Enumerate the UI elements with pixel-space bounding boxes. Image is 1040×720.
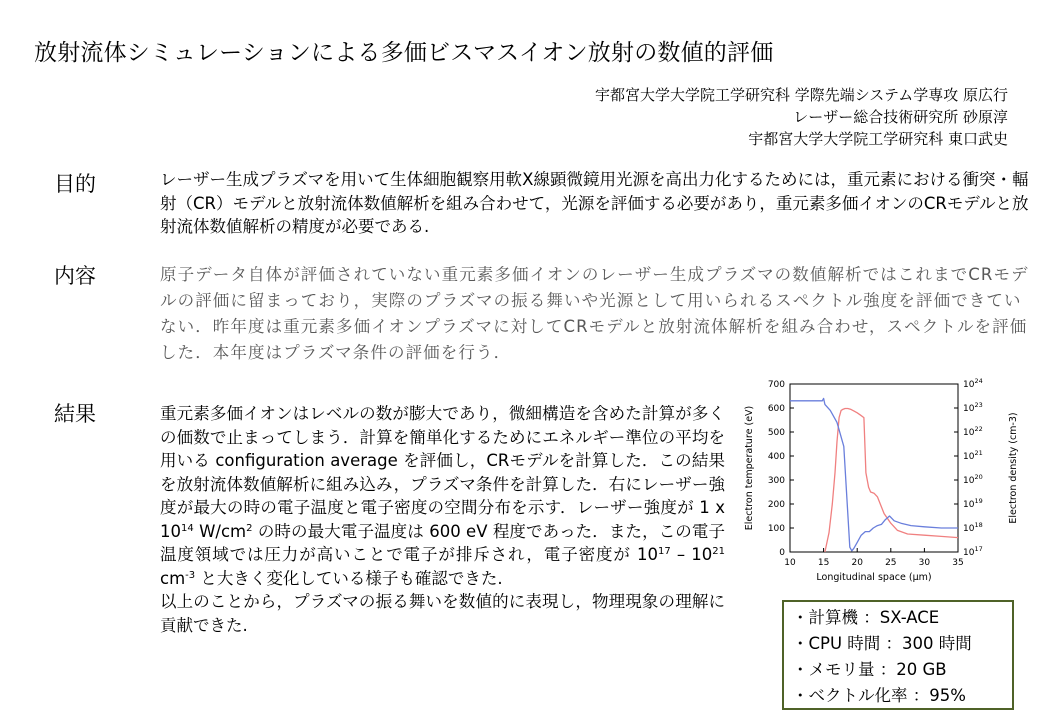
y-tick-label: 600: [767, 404, 785, 414]
y2-tick-exponent: 19: [974, 497, 983, 505]
y2-tick-label: $10^{19}$: [963, 497, 983, 510]
y2-tick-label: $10^{21}$: [963, 449, 983, 462]
y2-tick-exponent: 23: [974, 401, 983, 409]
y-tick-label: 700: [767, 380, 785, 390]
superscript: 17: [657, 546, 671, 557]
author-affiliation-3: 宇都宮大学大学院工学研究科 東口武史: [748, 130, 1008, 148]
y-tick-label: 200: [767, 500, 785, 510]
y-tick-label: 400: [767, 452, 785, 462]
y2-tick-label: $10^{23}$: [963, 401, 983, 414]
y2-tick-label: $10^{22}$: [963, 425, 983, 438]
y2-tick-label: $10^{18}$: [963, 521, 983, 534]
x-axis-label: Longitudinal space (μm): [816, 572, 932, 583]
density-series-line: [790, 398, 958, 550]
chart-series: [790, 398, 958, 552]
compute-spec-box: [782, 600, 1014, 710]
results-text-segment: の時の最大電子温度は 600 eV 程度であった．また，この電子温度領域では圧力が高いことで電子が排斥され，電子密度が 10: [160, 521, 726, 564]
y-tick-label: 500: [767, 428, 785, 438]
y-tick-label: 0: [779, 548, 785, 558]
y2-tick-exponent: 20: [974, 473, 983, 481]
results-paragraph-1: [160, 402, 725, 590]
temperature-density-chart: [740, 374, 1040, 600]
temperature-series-line: [825, 409, 958, 553]
x-tick-label: 15: [817, 558, 830, 568]
superscript: -3: [185, 569, 196, 581]
content-heading: 内容: [54, 264, 96, 288]
spec-item-computer: ・計算機 ：SX-ACE: [792, 608, 940, 627]
y-axis-label: Electron temperature (eV): [744, 405, 755, 531]
superscript: 2: [246, 522, 253, 534]
purpose-heading: 目的: [54, 172, 96, 196]
y-tick-label: 300: [767, 476, 785, 486]
y-tick-label: 100: [767, 524, 785, 534]
author-affiliation-1: 宇都宮大学大学院工学研究科 学際先端システム学専攻 原広行: [594, 86, 1008, 104]
results-text-segment: cm: [160, 568, 186, 588]
y2-tick-exponent: 24: [974, 377, 983, 385]
y2-tick-label: $10^{17}$: [963, 545, 983, 558]
results-heading: 結果: [54, 402, 96, 426]
spec-item-memory: ・メモリ量 ：20 GB: [792, 660, 947, 679]
results-text: [160, 402, 725, 637]
results-text-segment: W/cm: [193, 521, 247, 541]
y2-tick-label: $10^{20}$: [963, 473, 983, 486]
purpose-text: レーザー生成プラズマを用いて生体細胞観察用軟X線顕微鏡用光源を高出力化するためには，重元素における衝突・輻射（CR）モデルと放射流体数値解析を組み合わせて，光源を評価する必要があり，重元素多価イオンのCRモデルと放射流体数値解析の精度が必要である.: [160, 170, 1029, 236]
x-tick-label: 30: [918, 558, 931, 568]
y2-axis-label: Electron density (cm-3): [1008, 412, 1019, 524]
y2-tick-exponent: 18: [974, 521, 983, 529]
spec-item-cpu-time: ・CPU 時間 ：300 時間: [792, 634, 972, 653]
x-tick-label: 35: [952, 558, 964, 568]
x-tick-label: 10: [784, 558, 796, 568]
y2-tick-exponent: 17: [974, 545, 983, 553]
spec-item-vectorization: ・ベクトル化率 ：95%: [792, 686, 966, 705]
page-title: 放射流体シミュレーションによる多価ビスマスイオン放射の数値的評価: [34, 40, 774, 66]
y2-tick-exponent: 22: [974, 425, 983, 433]
x-tick-label: 25: [885, 558, 897, 568]
y2-tick-exponent: 21: [974, 449, 983, 457]
author-affiliation-2: レーザー総合技術研究所 砂原淳: [793, 108, 1008, 126]
superscript: 21: [712, 546, 725, 557]
results-text-segment: 重元素多価イオンはレベルの数が膨大であり，微細構造を含めた計算が多くの価数で止まってしまう．計算を簡単化するためにエネルギー準位の平均を用いる configuration average を評価し，CRモデルを計算した．この結果を放射流体数値解析に組み込み，プラズマ条件を計算した．右にレーザー強度が最大の時の電子温度と電子密度の空間分布を示す．レーザー強度が 1 x 10: [160, 404, 725, 541]
content-text: 原子データ自体が評価されていない重元素多価イオンのレーザー生成プラズマの数値解析ではこれまでCRモデルの評価に留まっており，実際のプラズマの振る舞いや光源として用いられるスペクトル強度を評価できていない．昨年度は重元素多価イオンプラズマに対してCRモデルと放射流体解析を組み合わせ，スペクトルを評価した．本年度はプラズマ条件の評価を行う．: [160, 265, 1029, 362]
superscript: 14: [181, 522, 194, 534]
results-paragraph-2: 以上のことから，プラズマの振る舞いを数値的に表現し，物理現象の理解に貢献できた.: [160, 592, 725, 635]
x-tick-label: 20: [851, 558, 863, 568]
results-text-segment: と大きく変化している様子も確認できた.: [195, 568, 503, 588]
results-text-segment: – 10: [670, 545, 713, 564]
y2-tick-label: $10^{24}$: [963, 377, 983, 390]
